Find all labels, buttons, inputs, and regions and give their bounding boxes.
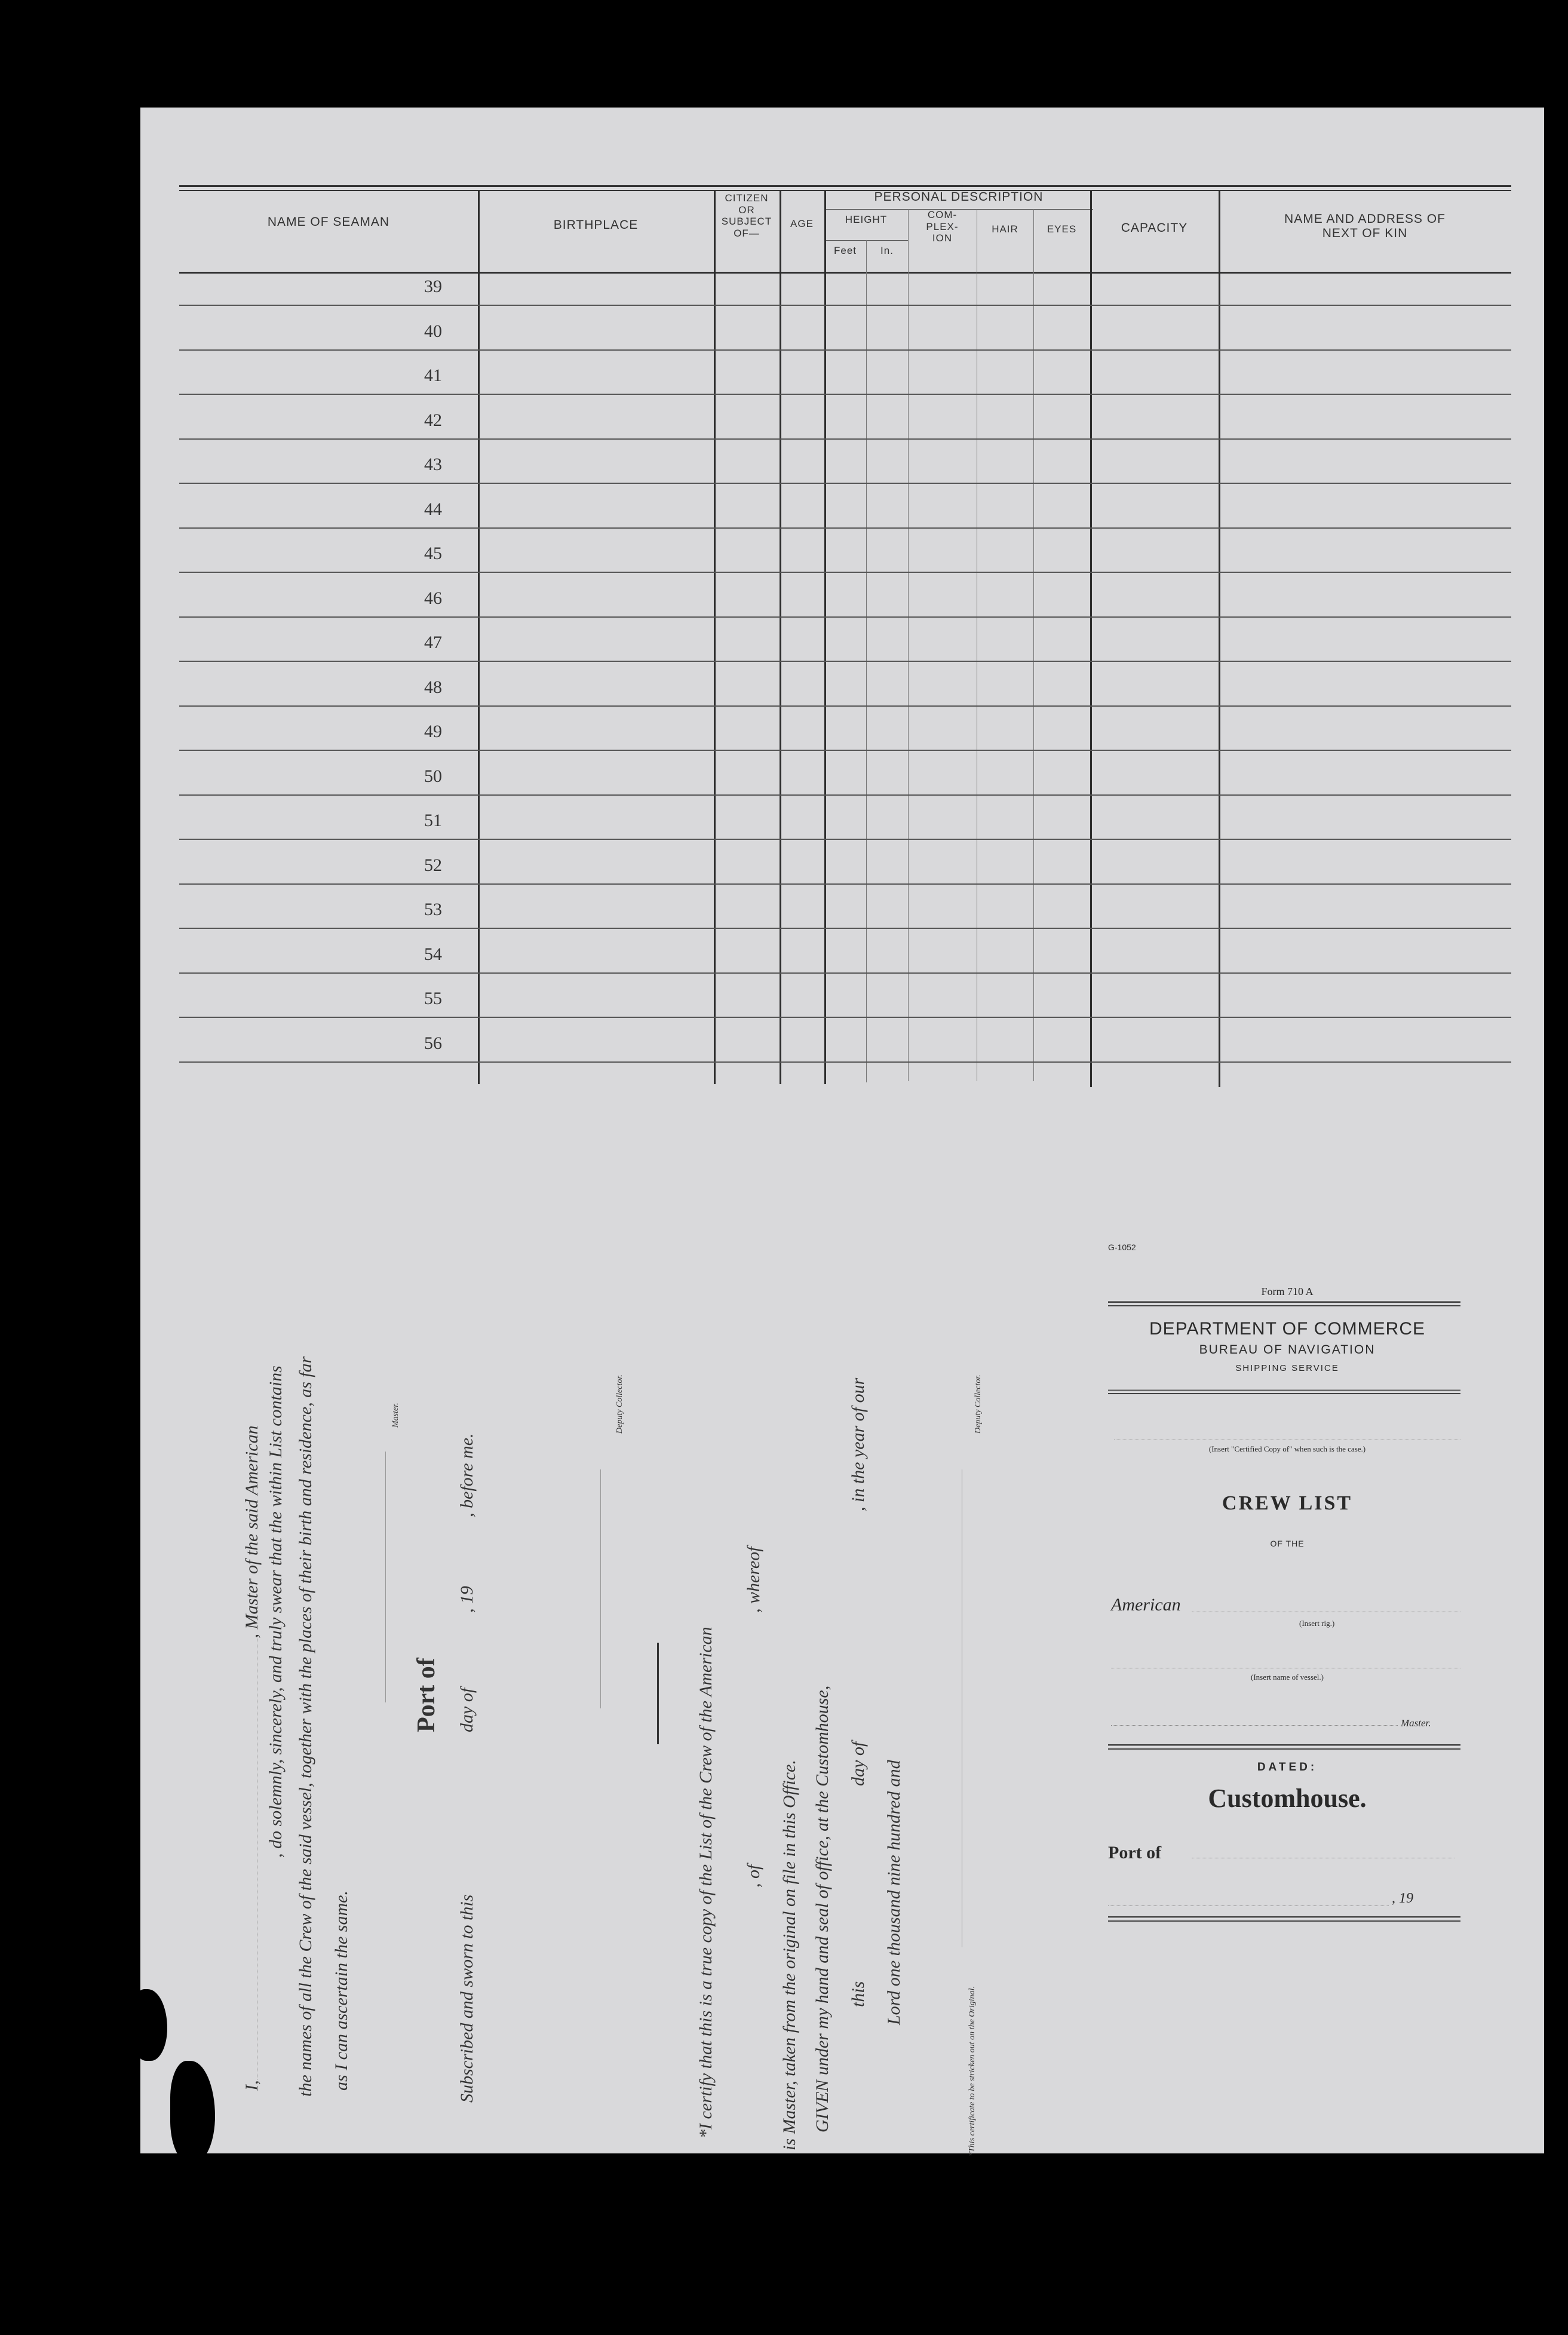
table-row-rule bbox=[179, 1061, 1511, 1063]
row-number: 55 bbox=[424, 989, 442, 1008]
cert-line-1: *I certify that this is a true copy of the List of the Crew of the American bbox=[696, 1627, 716, 2138]
header-kin bbox=[1219, 212, 1511, 241]
table-row-rule bbox=[179, 1017, 1511, 1018]
col-line bbox=[780, 191, 781, 1084]
oath-deputy: Deputy Collector. bbox=[615, 1374, 624, 1434]
cert-year-of-our: , in the year of our bbox=[848, 1377, 868, 1511]
row-number: 50 bbox=[424, 766, 442, 786]
cover-rule-1 bbox=[1108, 1301, 1460, 1306]
row-number: 48 bbox=[424, 677, 442, 697]
cert-line-3: is Master, taken from the original on file in this Office. bbox=[780, 1760, 799, 2150]
deputy-signature-line bbox=[600, 1469, 601, 1708]
master-signature-line bbox=[385, 1452, 386, 1702]
cert-line-6: Lord one thousand nine hundred and bbox=[884, 1760, 904, 2025]
row-number: 56 bbox=[424, 1033, 442, 1053]
cert-day-of: day of bbox=[848, 1741, 868, 1786]
oath-day-of: day of bbox=[457, 1687, 477, 1732]
col-line bbox=[824, 191, 826, 1084]
table-row-rule bbox=[179, 928, 1511, 929]
oath-master-of: , Master of the said American bbox=[242, 1425, 262, 1639]
table-row-rule bbox=[179, 349, 1511, 351]
cover-rule-2 bbox=[1108, 1389, 1460, 1394]
cover-american: American bbox=[1111, 1595, 1181, 1615]
table-row-rule bbox=[179, 661, 1511, 662]
header-citizen-4: OF— bbox=[734, 227, 760, 239]
cover-code: G-1052 bbox=[1108, 1242, 1136, 1252]
header-complexion-3: ION bbox=[932, 232, 953, 244]
oath-line-1 bbox=[242, 1425, 262, 2091]
cover-dept: DEPARTMENT OF COMMERCE bbox=[1149, 1319, 1426, 1339]
cert-this: this bbox=[848, 1981, 868, 2007]
header-inches: In. bbox=[880, 245, 894, 256]
col-line bbox=[478, 191, 480, 1084]
header-citizen bbox=[714, 192, 780, 239]
table-row-rule bbox=[179, 527, 1511, 529]
header-citizen-1: CITIZEN bbox=[725, 192, 769, 204]
col-line bbox=[1219, 191, 1220, 1087]
table-row-rule bbox=[179, 616, 1511, 618]
header-citizen-3: SUBJECT bbox=[721, 216, 772, 228]
col-line bbox=[1090, 191, 1092, 1087]
header-kin-2: NEXT OF KIN bbox=[1322, 226, 1408, 241]
oath-line-3: the names of all the Crew of the said vessel, together with the places of their birth and residence, as far bbox=[296, 1356, 315, 2097]
cover-master-line bbox=[1111, 1725, 1398, 1726]
row-number: 40 bbox=[424, 321, 442, 341]
oath-line-2: , do solemnly, sincerely, and truly swear that the within List contains bbox=[266, 1366, 286, 1858]
personal-rule bbox=[824, 209, 1093, 210]
header-complexion-1: COM- bbox=[927, 209, 958, 220]
table-top-rule bbox=[179, 185, 1511, 187]
cover-insert-name: (Insert name of vessel.) bbox=[1250, 1673, 1324, 1682]
oath-port: Port of bbox=[413, 1658, 440, 1732]
header-feet: Feet bbox=[833, 245, 857, 256]
cover-rule-3 bbox=[1108, 1744, 1460, 1750]
row-number: 51 bbox=[424, 811, 442, 830]
cover-service: SHIPPING SERVICE bbox=[1235, 1363, 1339, 1373]
cert-of: , of bbox=[744, 1864, 763, 1888]
cover-port-of: Port of bbox=[1108, 1843, 1162, 1863]
document-page bbox=[140, 108, 1544, 2156]
row-number: 44 bbox=[424, 499, 442, 519]
header-complexion-2: PLEX- bbox=[926, 220, 959, 232]
table-row-rule bbox=[179, 972, 1511, 974]
row-number: 39 bbox=[424, 277, 442, 296]
col-line bbox=[1033, 209, 1034, 1081]
cover-customhouse: Customhouse. bbox=[1208, 1784, 1367, 1813]
paper-tear bbox=[131, 1989, 167, 2061]
header-hair: HAIR bbox=[992, 223, 1018, 235]
table-row-rule bbox=[179, 305, 1511, 306]
table-row-rule bbox=[179, 883, 1511, 885]
cover-insert-certified: (Insert "Certified Copy of" when such is the case.) bbox=[1208, 1444, 1366, 1453]
header-complexion bbox=[908, 209, 977, 244]
cover-title: CREW LIST bbox=[1222, 1492, 1353, 1514]
header-age: AGE bbox=[790, 218, 814, 229]
row-number: 49 bbox=[424, 722, 442, 741]
table-row-rule bbox=[179, 438, 1511, 440]
row-number: 47 bbox=[424, 633, 442, 652]
cover-nineteen: , 19 bbox=[1392, 1891, 1413, 1906]
header-birthplace: BIRTHPLACE bbox=[553, 218, 639, 232]
table-row-rule bbox=[179, 839, 1511, 840]
cert-whereof: , whereof bbox=[744, 1547, 763, 1613]
header-bottom-rule bbox=[179, 272, 1511, 274]
oath-before-me: , before me. bbox=[457, 1433, 477, 1517]
row-number: 52 bbox=[424, 855, 442, 875]
cover-insert-rig: (Insert rig.) bbox=[1299, 1619, 1335, 1628]
header-capacity: CAPACITY bbox=[1121, 221, 1188, 235]
row-number: 54 bbox=[424, 944, 442, 964]
table-row-rule bbox=[179, 705, 1511, 707]
col-line bbox=[908, 209, 909, 1081]
row-number: 43 bbox=[424, 455, 442, 474]
cert-line-4: GIVEN under my hand and seal of office, at the Customhouse, bbox=[812, 1685, 832, 2133]
header-eyes: EYES bbox=[1047, 223, 1077, 235]
cover-of-the: OF THE bbox=[1270, 1539, 1305, 1548]
cert-footnote: *This certificate to be stricken out on the Original. bbox=[968, 1986, 977, 2156]
paper-tear bbox=[170, 2061, 215, 2162]
header-citizen-2: OR bbox=[738, 204, 755, 216]
cover-master: Master. bbox=[1401, 1717, 1431, 1729]
header-height: HEIGHT bbox=[845, 214, 888, 225]
oath-nineteen: , 19 bbox=[457, 1586, 477, 1613]
row-number: 53 bbox=[424, 900, 442, 919]
oath-i: I, bbox=[242, 2080, 262, 2091]
divider-line bbox=[657, 1643, 659, 1744]
table-row-rule bbox=[179, 483, 1511, 484]
col-line bbox=[714, 191, 716, 1084]
row-number: 46 bbox=[424, 588, 442, 608]
oath-master-label: Master. bbox=[391, 1403, 400, 1428]
table-row-rule bbox=[179, 750, 1511, 751]
cover-form: Form 710 A bbox=[1261, 1285, 1314, 1297]
cover-rule-4 bbox=[1108, 1916, 1460, 1922]
header-name: NAME OF SEAMAN bbox=[267, 215, 390, 229]
row-number: 42 bbox=[424, 410, 442, 430]
row-number: 41 bbox=[424, 366, 442, 385]
header-personal: PERSONAL DESCRIPTION bbox=[874, 190, 1044, 204]
cert-deputy: Deputy Collector. bbox=[974, 1374, 983, 1434]
table-row-rule bbox=[179, 394, 1511, 395]
table-row-rule bbox=[179, 794, 1511, 796]
cover-bureau: BUREAU OF NAVIGATION bbox=[1199, 1343, 1376, 1357]
row-number: 45 bbox=[424, 544, 442, 563]
cover-dated: DATED: bbox=[1257, 1761, 1318, 1774]
oath-line-4: as I can ascertain the same. bbox=[332, 1891, 351, 2091]
oath-subscribed: Subscribed and sworn to this bbox=[457, 1894, 477, 2103]
table-row-rule bbox=[179, 572, 1511, 573]
header-kin-1: NAME AND ADDRESS OF bbox=[1284, 212, 1446, 226]
